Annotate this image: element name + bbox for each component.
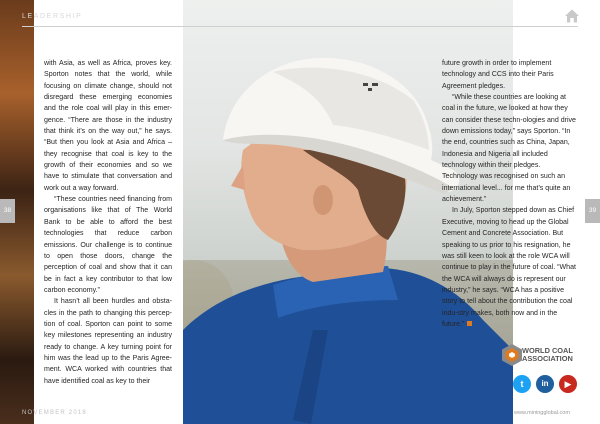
- paragraph: future growth in order to implement technology and CCS into their Paris Agreement pledges.: [442, 60, 554, 90]
- paragraph: “These countries need financing from organisations like that of The World Bank to be able to afford the best technologies that reduce carbon emissions. Our challenge is to continue to open those doors, change the perception of coal and show that it can be in fact a key contributor to that low carbon economy.”: [44, 196, 172, 294]
- page-number-right: 39: [585, 199, 600, 223]
- header-divider: [22, 26, 578, 27]
- section-label: LEADERSHIP: [22, 13, 83, 20]
- page-header: [0, 0, 600, 30]
- linkedin-icon[interactable]: in: [536, 375, 554, 393]
- paragraph: In July, Sporton stepped down as Chief Executive, moving to head up the Global Cement and Concrete Association. But speaking to us prior to his resignation, he was still keen to look at the role WCA will continue to play in the future of coal. “What the WCA will always do is represent our industry,” he says. “WCA has a positive story to tell about the contribution the coal indu-stry makes, both now and in the future.”: [442, 207, 576, 328]
- world-coal-association-logo: [500, 343, 580, 367]
- page-number-left: 38: [0, 199, 15, 223]
- paragraph: It hasn’t all been hurdles and obsta-cles in the path to changing this percep-tion of coal. Sporton can point to some key milestones representing an industry ready to change. A key turning point for him was the lead up to the Paris Agree-ment. WCA worked with countries that have identified coal as key to their: [44, 298, 172, 385]
- youtube-icon[interactable]: ▶: [559, 375, 577, 393]
- issue-date: NOVEMBER 2018: [22, 410, 87, 416]
- article-column-right: [442, 58, 577, 330]
- paragraph: with Asia, as well as Africa, proves key. Sporton notes that the world, while focusing on climate change, should not disregard these emerging economies and the role coal will play in this emer-gence. “There are those in the industry that think it’s on the way out,” he says. “But then you look at Asia and Africa – they recognise that coal is key to the growth of their economies and so we have to stimulate that conversation and work out a way forward.: [44, 60, 172, 192]
- home-icon[interactable]: [564, 8, 580, 24]
- website-link[interactable]: www.miningglobal.com: [514, 410, 570, 416]
- end-of-article-mark: [467, 321, 472, 326]
- article-column-left: [44, 58, 172, 387]
- hexagon-logo-icon: [500, 343, 524, 367]
- logo-wordmark: WORLD COAL ASSOCIATION: [522, 346, 573, 363]
- paragraph: “While these countries are looking at coal in the future, we looked at how they can consider these techn-ologies and drive down emissions today,” says Sporton. “In the end, countries such as China, Japan, Indonesia and Nigeria all included technology within their pledges. Technology was recognised on such an international level... for me that’s quite an achievement.”: [442, 94, 576, 204]
- twitter-icon[interactable]: t: [513, 375, 531, 393]
